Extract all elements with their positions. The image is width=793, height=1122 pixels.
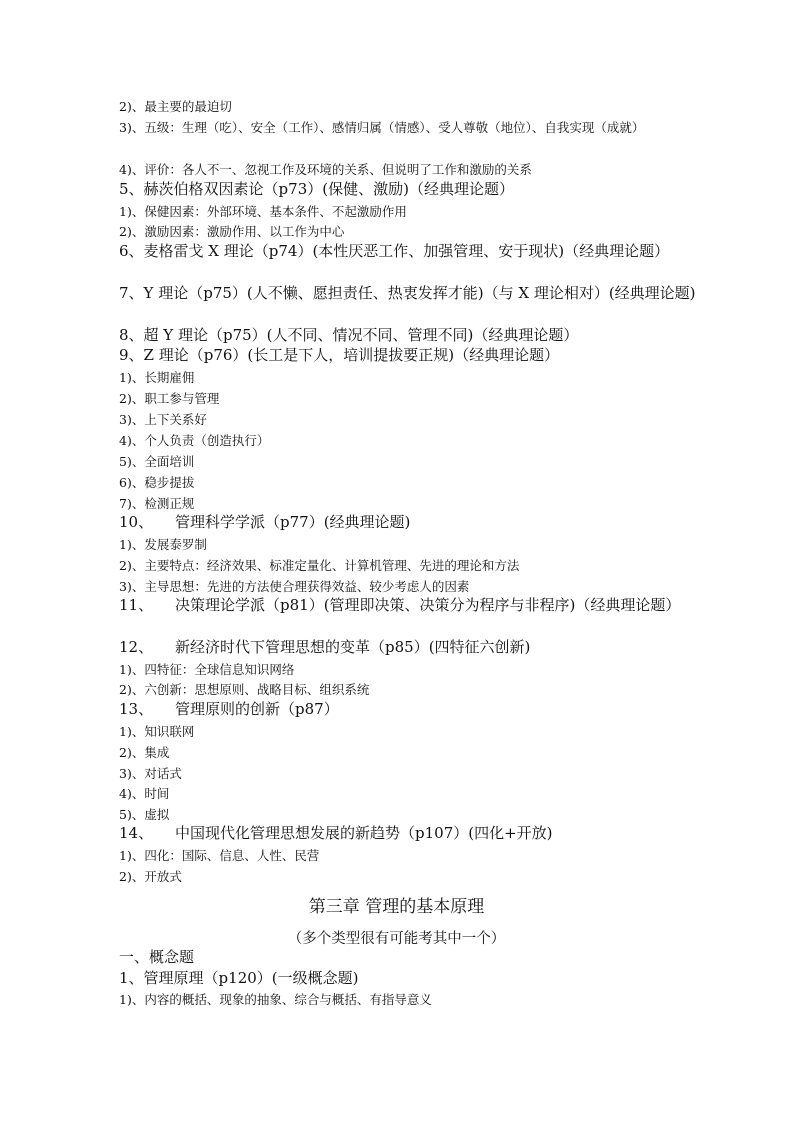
section-number: 10、	[119, 513, 154, 531]
heading-line: 5、赫茨伯格双因素论（p73）(保健、激励)（经典理论题）	[119, 180, 514, 198]
chapter-title: 第三章 管理的基本原理	[308, 897, 485, 917]
text-line: 1)、四化：国际、信息、人性、民营	[119, 848, 320, 863]
section-title: 管理原则的创新（p87）	[175, 700, 339, 718]
section-title: 管理科学学派（p77）(经典理论题)	[175, 513, 411, 531]
text-line: 1)、长期雇佣	[119, 370, 195, 385]
text-line: 2)、六创新：思想原则、战略目标、组织系统	[119, 682, 370, 697]
section-title: 决策理论学派（p81）(管理即决策、决策分为程序与非程序)（经典理论题）	[175, 596, 681, 614]
text-line: 2)、激励因素：激励作用、以工作为中心	[119, 224, 345, 239]
text-line: 3)、对话式	[119, 766, 182, 781]
section-heading	[119, 699, 339, 719]
text-line: 6)、稳步提拔	[119, 475, 195, 490]
text-line: 2)、主要特点：经济效果、标准定量化、计算机管理、先进的理论和方法	[119, 558, 520, 573]
section-number: 12、	[119, 638, 154, 656]
text-line: 1)、发展泰罗制	[119, 537, 207, 552]
text-line: 3)、五级：生理（吃）、安全（工作）、感情归属（情感）、受人尊敬（地位）、自我实现（成就）	[119, 120, 645, 135]
text-line: 1)、四特征：全球信息知识网络	[119, 662, 295, 677]
section-number: 13、	[119, 700, 154, 718]
heading-line: 6、麦格雷戈 X 理论（p74）(本性厌恶工作、加强管理、安于现状)（经典理论题）	[119, 242, 670, 260]
section-number: 14、	[119, 824, 154, 842]
text-line: 3)、主导思想：先进的方法使合理获得效益、较少考虑人的因素	[119, 579, 470, 594]
section-number: 11、	[119, 596, 154, 614]
text-line: 1)、知识联网	[119, 724, 195, 739]
section-title: 中国现代化管理思想发展的新趋势（p107）(四化+开放)	[175, 824, 553, 842]
section-heading	[119, 637, 530, 657]
section-heading	[119, 595, 735, 615]
text-line: 4)、评价：各人不一、忽视工作及环境的关系、但说明了工作和激励的关系	[119, 162, 532, 177]
chapter-subtitle: （多个类型很有可能考其中一个）	[287, 931, 506, 947]
text-line: 5)、全面培训	[119, 454, 195, 469]
text-line: 4)、个人负责（创造执行）	[119, 433, 270, 448]
heading-line: 1、管理原理（p120）(一级概念题)	[119, 969, 359, 987]
heading-line: 9、Z 理论（p76）(长工是下人，培训提拔要正规)（经典理论题）	[119, 346, 560, 364]
text-line: 2)、职工参与管理	[119, 391, 220, 406]
text-line: 3)、上下关系好	[119, 412, 207, 427]
text-line: 5)、虚拟	[119, 807, 170, 822]
text-line: 2)、开放式	[119, 869, 182, 884]
concept-heading: 一、概念题	[119, 948, 195, 966]
section-heading	[119, 512, 410, 532]
text-line: 2)、集成	[119, 745, 170, 760]
text-line: 1)、保健因素：外部环境、基本条件、不起激励作用	[119, 204, 407, 219]
text-line: 2)、最主要的最迫切	[119, 99, 232, 114]
text-line: 1)、内容的概括、现象的抽象、综合与概括、有指导意义	[119, 992, 432, 1007]
section-heading	[119, 823, 553, 843]
section-title: 新经济时代下管理思想的变革（p85）(四特征六创新)	[175, 638, 531, 656]
heading-line: 8、超 Y 理论（p75）(人不同、情况不同、管理不同)（经典理论题）	[119, 326, 579, 344]
text-line: 4)、时间	[119, 786, 170, 801]
heading-line: 7、Y 理论（p75）(人不懒、愿担责任、热衷发挥才能)（与 X 理论相对）(经典理论题)	[119, 284, 696, 302]
text-line: 7)、检测正规	[119, 496, 195, 511]
